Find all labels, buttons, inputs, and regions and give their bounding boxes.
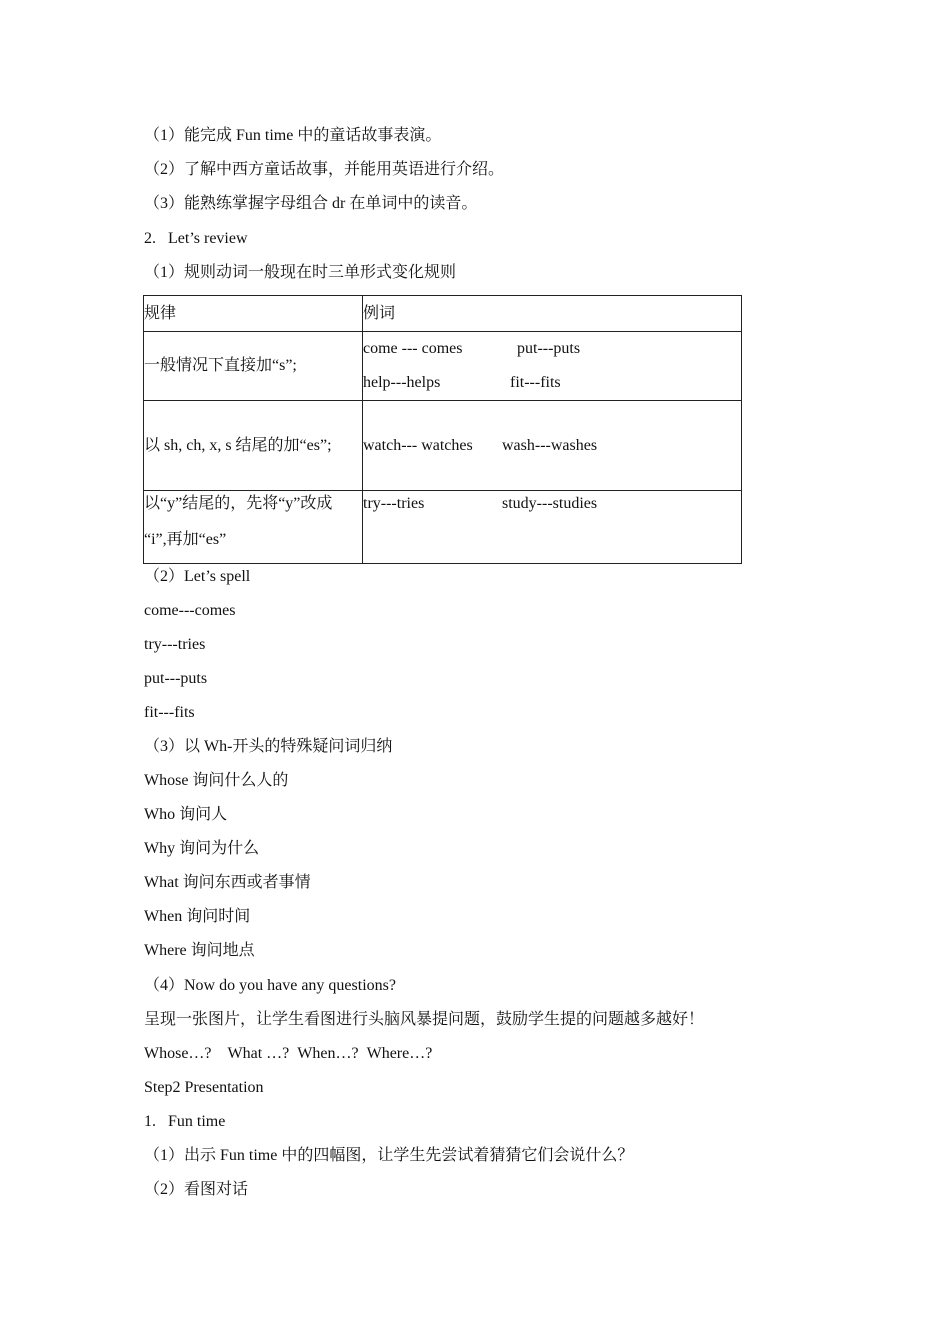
rule-cell bbox=[144, 332, 363, 401]
funtime-item: （2）看图对话 bbox=[144, 1181, 249, 1198]
wh-heading: （3）以 Wh-开头的特殊疑问词归纳 bbox=[144, 738, 393, 755]
funtime-heading: 1. Fun time bbox=[144, 1113, 226, 1130]
rule-text: 一般情况下直接加“s”; bbox=[144, 357, 297, 374]
rule-cell bbox=[144, 491, 363, 564]
spell-item: try---tries bbox=[144, 636, 206, 653]
review-subheading: （1）规则动词一般现在时三单形式变化规则 bbox=[144, 264, 457, 281]
example-word: try---tries bbox=[363, 495, 425, 512]
header-rule: 规律 bbox=[144, 296, 363, 332]
goal-3: （3）能熟练掌握字母组合 dr 在单词中的读音。 bbox=[144, 195, 478, 212]
example-word: study---studies bbox=[502, 495, 598, 512]
spell-item: put---puts bbox=[144, 670, 208, 687]
examples-cell bbox=[363, 491, 742, 564]
wh-item: Why 询问为什么 bbox=[144, 840, 260, 857]
example-pair bbox=[363, 491, 741, 525]
verb-rules-table bbox=[143, 295, 742, 564]
example-word: wash---washes bbox=[502, 436, 598, 454]
goal-2: （2）了解中西方童话故事，并能用英语进行介绍。 bbox=[144, 161, 505, 178]
example-pair bbox=[363, 435, 741, 457]
wh-item: When 询问时间 bbox=[144, 908, 251, 925]
example-word: put---puts bbox=[517, 340, 581, 357]
wh-item: Whose 询问什么人的 bbox=[144, 772, 289, 789]
questions-heading: （4）Now do you have any questions? bbox=[144, 977, 396, 994]
questions-description: 呈现一张图片，让学生看图进行头脑风暴提问题，鼓励学生提的问题越多越好！ bbox=[144, 1011, 705, 1028]
example-word: watch--- watches bbox=[363, 436, 473, 454]
table-header-row bbox=[144, 296, 742, 332]
examples-cell bbox=[363, 332, 742, 401]
questions-examples: Whose…? What …? When…? Where…? bbox=[144, 1045, 433, 1062]
example-word: fit---fits bbox=[510, 374, 561, 391]
rule-text: 以 sh, ch, x, s 结尾的加“es”; bbox=[144, 436, 332, 454]
example-pair bbox=[363, 332, 741, 366]
table-row bbox=[144, 332, 742, 401]
goal-1: （1）能完成 Fun time 中的童话故事表演。 bbox=[144, 127, 442, 144]
table-row bbox=[144, 491, 742, 564]
rule-text: 以“y”结尾的，先将“y”改成 bbox=[144, 495, 333, 512]
example-pair bbox=[363, 366, 741, 400]
funtime-item: （1）出示 Fun time 中的四幅图，让学生先尝试着猜猜它们会说什么？ bbox=[144, 1147, 634, 1164]
example-word: come --- comes bbox=[363, 340, 463, 357]
step2-heading: Step2 Presentation bbox=[144, 1079, 264, 1096]
review-heading: 2. Let’s review bbox=[144, 230, 248, 247]
examples-cell bbox=[363, 401, 742, 491]
table-row bbox=[144, 401, 742, 491]
example-word: help---helps bbox=[363, 374, 441, 391]
header-examples: 例词 bbox=[363, 296, 742, 332]
wh-item: Where 询问地点 bbox=[144, 942, 255, 959]
spell-item: come---comes bbox=[144, 602, 236, 619]
wh-item: Who 询问人 bbox=[144, 806, 228, 823]
rule-text: “i”,再加“es” bbox=[144, 531, 227, 548]
spell-heading: （2）Let’s spell bbox=[144, 568, 251, 585]
rule-cell bbox=[144, 401, 363, 491]
wh-item: What 询问东西或者事情 bbox=[144, 874, 311, 891]
spell-item: fit---fits bbox=[144, 704, 195, 721]
